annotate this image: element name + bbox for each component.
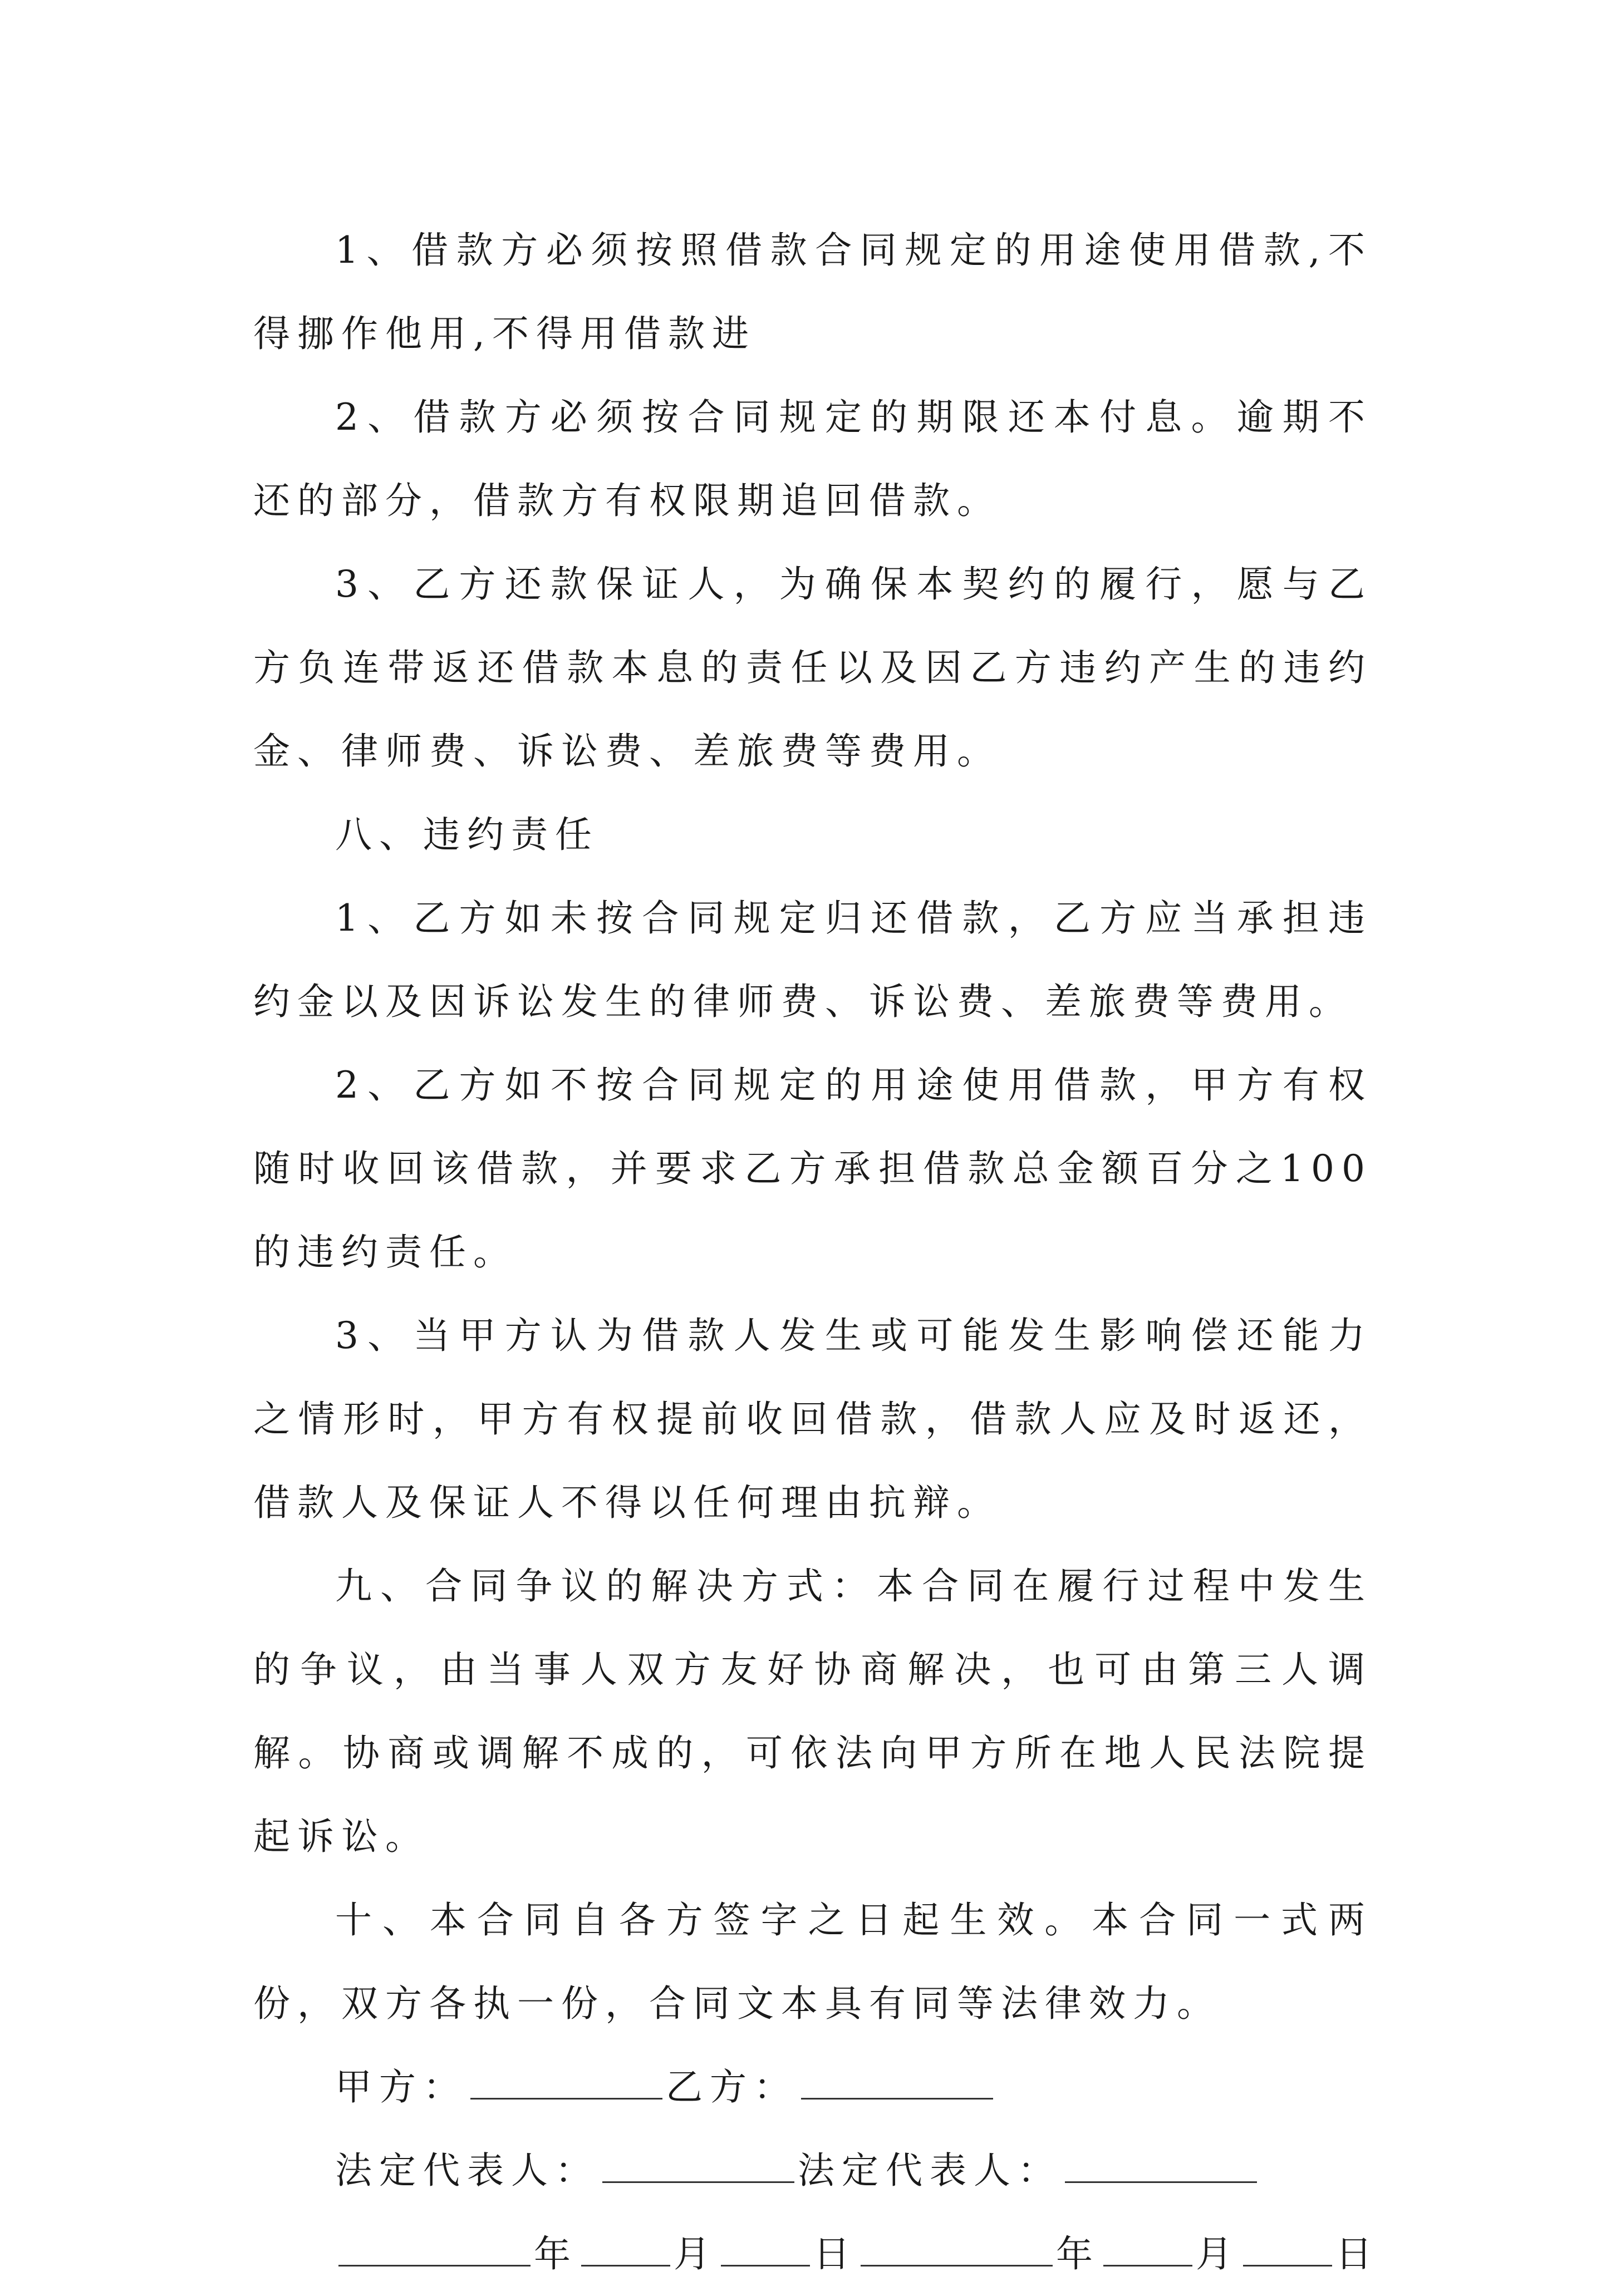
date-line xyxy=(253,2213,1379,2296)
month-b-blank[interactable] xyxy=(1103,2231,1192,2266)
day-a-label: 日 xyxy=(813,2233,857,2275)
year-b-blank[interactable] xyxy=(861,2231,1053,2266)
day-b-blank[interactable] xyxy=(1243,2231,1332,2266)
clause-3-guarantor: 3、乙方还款保证人，为确保本契约的履行，愿与乙方负连带返还借款本息的责任以及因乙方违约产生的违约金、律师费、诉讼费、差旅费等费用。 xyxy=(253,563,1372,773)
party-a-blank[interactable] xyxy=(470,2064,662,2100)
clause-1-usage: 1、借款方必须按照借款合同规定的用途使用借款,不得挪作他用,不得用借款进 xyxy=(253,229,1372,355)
party-a-label: 甲方： xyxy=(335,2066,467,2108)
year-a-label: 年 xyxy=(534,2233,578,2275)
legal-rep-b-blank[interactable] xyxy=(1065,2148,1257,2183)
month-b-label: 月 xyxy=(1196,2233,1240,2275)
contract-body xyxy=(253,209,1379,2296)
party-b-label: 乙方： xyxy=(666,2066,798,2108)
year-a-blank[interactable] xyxy=(338,2231,531,2266)
month-a-label: 月 xyxy=(674,2233,718,2275)
clause-2-repayment: 2、借款方必须按合同规定的期限还本付息。逾期不还的部分，借款方有权限期追回借款。 xyxy=(253,396,1372,522)
year-b-label: 年 xyxy=(1056,2233,1100,2275)
legal-rep-signature-line xyxy=(253,2129,1372,2213)
breach-clause-3: 3、当甲方认为借款人发生或可能发生影响偿还能力之情形时，甲方有权提前收回借款，借款人应及时返还，借款人及保证人不得以任何理由抗辩。 xyxy=(253,1314,1372,1524)
breach-clause-1: 1、乙方如未按合同规定归还借款，乙方应当承担违约金以及因诉讼发生的律师费、诉讼费、差旅费等费用。 xyxy=(253,897,1372,1023)
month-a-blank[interactable] xyxy=(581,2231,670,2266)
legal-rep-a-blank[interactable] xyxy=(602,2148,794,2183)
party-signature-line xyxy=(253,2046,1372,2129)
breach-clause-2: 2、乙方如不按合同规定的用途使用借款，甲方有权随时收回该借款，并要求乙方承担借款总金额百分之100的违约责任。 xyxy=(253,1064,1372,1274)
day-a-blank[interactable] xyxy=(721,2231,810,2266)
party-b-blank[interactable] xyxy=(801,2064,993,2100)
dispute-resolution-clause: 九、合同争议的解决方式：本合同在履行过程中发生的争议，由当事人双方友好协商解决，也可由第三人调解。协商或调解不成的，可依法向甲方所在地人民法院提起诉讼。 xyxy=(253,1565,1372,1858)
section-heading-breach: 八、违约责任 xyxy=(335,813,599,856)
legal-rep-b-label: 法定代表人： xyxy=(798,2149,1062,2192)
effectiveness-clause: 十、本合同自各方签字之日起生效。本合同一式两份，双方各执一份，合同文本具有同等法律效力。 xyxy=(253,1899,1372,2025)
day-b-label: 日 xyxy=(1335,2233,1379,2275)
legal-rep-a-label: 法定代表人： xyxy=(335,2149,599,2192)
